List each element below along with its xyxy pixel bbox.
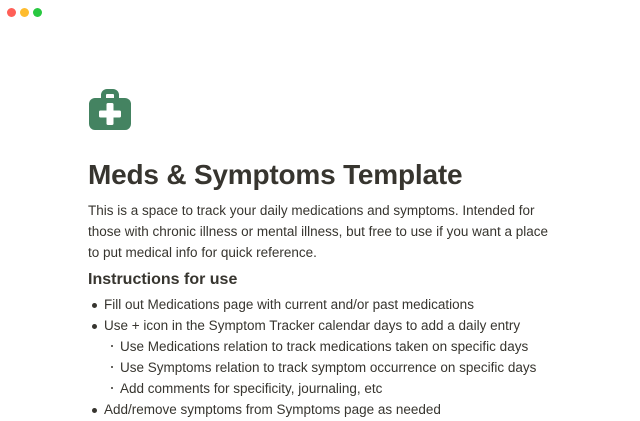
- circle-bullet-icon: [111, 366, 113, 368]
- circle-bullet-icon: [111, 387, 113, 389]
- bullet-icon: [92, 408, 97, 413]
- list-item[interactable]: [88, 379, 554, 399]
- page-description[interactable]: This is a space to track your daily medications and symptoms. Intended for those with chronic illness or mental illness, but free to use if you want a place to put medical info for quick reference.: [88, 203, 548, 260]
- section-heading[interactable]: Instructions for use: [88, 271, 238, 288]
- list-item-text: Use + icon in the Symptom Tracker calendar days to add a daily entry: [104, 318, 521, 333]
- zoom-button[interactable]: [33, 8, 42, 17]
- bullet-icon: [92, 324, 97, 329]
- page-content: [88, 88, 554, 421]
- list-item[interactable]: [88, 400, 554, 420]
- list-item[interactable]: [88, 337, 554, 357]
- close-button[interactable]: [7, 8, 16, 17]
- list-item-text: Use Medications relation to track medications taken on specific days: [120, 339, 529, 354]
- list-item-text: Add/remove symptoms from Symptoms page as needed: [104, 402, 441, 417]
- minimize-button[interactable]: [20, 8, 29, 17]
- list-item-text: Use Symptoms relation to track symptom occurrence on specific days: [120, 360, 537, 375]
- instructions-list: [88, 295, 554, 420]
- first-aid-kit-icon[interactable]: [88, 88, 132, 132]
- page-title[interactable]: Meds & Symptoms Template: [88, 159, 463, 190]
- list-item-text: Add comments for specificity, journaling, etc: [120, 381, 383, 396]
- circle-bullet-icon: [111, 345, 113, 347]
- list-item[interactable]: [88, 358, 554, 378]
- window-titlebar: [7, 8, 42, 17]
- list-item[interactable]: [88, 316, 554, 336]
- list-item[interactable]: [88, 295, 554, 315]
- bullet-icon: [92, 303, 97, 308]
- list-item-text: Fill out Medications page with current and/or past medications: [104, 297, 474, 312]
